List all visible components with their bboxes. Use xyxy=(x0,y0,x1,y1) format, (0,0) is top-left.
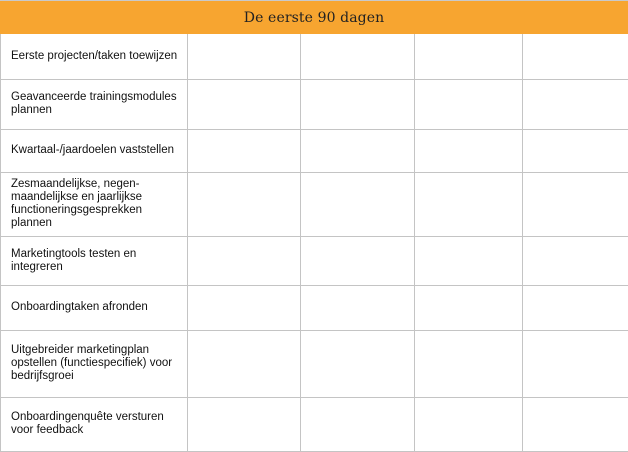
header-title: De eerste 90 dagen xyxy=(243,9,385,26)
empty-cell[interactable] xyxy=(301,285,415,330)
empty-cell[interactable] xyxy=(523,397,628,451)
table-header xyxy=(0,0,628,34)
empty-cell[interactable] xyxy=(415,285,523,330)
empty-cell[interactable] xyxy=(301,129,415,172)
empty-cell[interactable] xyxy=(415,236,523,285)
empty-cell[interactable] xyxy=(301,236,415,285)
empty-cell[interactable] xyxy=(523,236,628,285)
table-row xyxy=(1,129,628,172)
empty-cell[interactable] xyxy=(188,285,301,330)
empty-cell[interactable] xyxy=(415,397,523,451)
empty-cell[interactable] xyxy=(415,34,523,79)
empty-cell[interactable] xyxy=(301,330,415,397)
task-label: Geavanceerde trainingsmodules plannen xyxy=(1,79,188,129)
table-row xyxy=(1,330,628,397)
task-label: Kwartaal-/jaardoelen vaststellen xyxy=(1,129,188,172)
task-label: Onboardingenquête versturen voor feedback xyxy=(1,397,188,451)
table-row xyxy=(1,285,628,330)
empty-cell[interactable] xyxy=(415,330,523,397)
empty-cell[interactable] xyxy=(523,34,628,79)
empty-cell[interactable] xyxy=(301,172,415,236)
table-row xyxy=(1,236,628,285)
empty-cell[interactable] xyxy=(415,172,523,236)
empty-cell[interactable] xyxy=(301,79,415,129)
task-label: Uitgebreider marketingplan opstellen (functiespecifiek) voor bedrijfsgroei xyxy=(1,330,188,397)
table-row xyxy=(1,79,628,129)
empty-cell[interactable] xyxy=(523,79,628,129)
empty-cell[interactable] xyxy=(188,172,301,236)
empty-cell[interactable] xyxy=(188,129,301,172)
empty-cell[interactable] xyxy=(301,34,415,79)
empty-cell[interactable] xyxy=(523,330,628,397)
empty-cell[interactable] xyxy=(301,397,415,451)
empty-cell[interactable] xyxy=(188,79,301,129)
empty-cell[interactable] xyxy=(415,129,523,172)
table-row xyxy=(1,172,628,236)
task-label: Marketingtools testen en integreren xyxy=(1,236,188,285)
task-label: Onboardingtaken afronden xyxy=(1,285,188,330)
table-row xyxy=(1,34,628,79)
empty-cell[interactable] xyxy=(415,79,523,129)
table-row xyxy=(1,397,628,451)
task-label: Eerste projecten/taken toewijzen xyxy=(1,34,188,79)
task-table xyxy=(0,34,628,452)
empty-cell[interactable] xyxy=(188,34,301,79)
empty-cell[interactable] xyxy=(523,285,628,330)
empty-cell[interactable] xyxy=(523,172,628,236)
empty-cell[interactable] xyxy=(188,397,301,451)
task-label: Zesmaandelijkse, negen-maandelijkse en jaarlijkse functioneringsgesprekken plannen xyxy=(1,172,188,236)
empty-cell[interactable] xyxy=(188,330,301,397)
empty-cell[interactable] xyxy=(188,236,301,285)
empty-cell[interactable] xyxy=(523,129,628,172)
